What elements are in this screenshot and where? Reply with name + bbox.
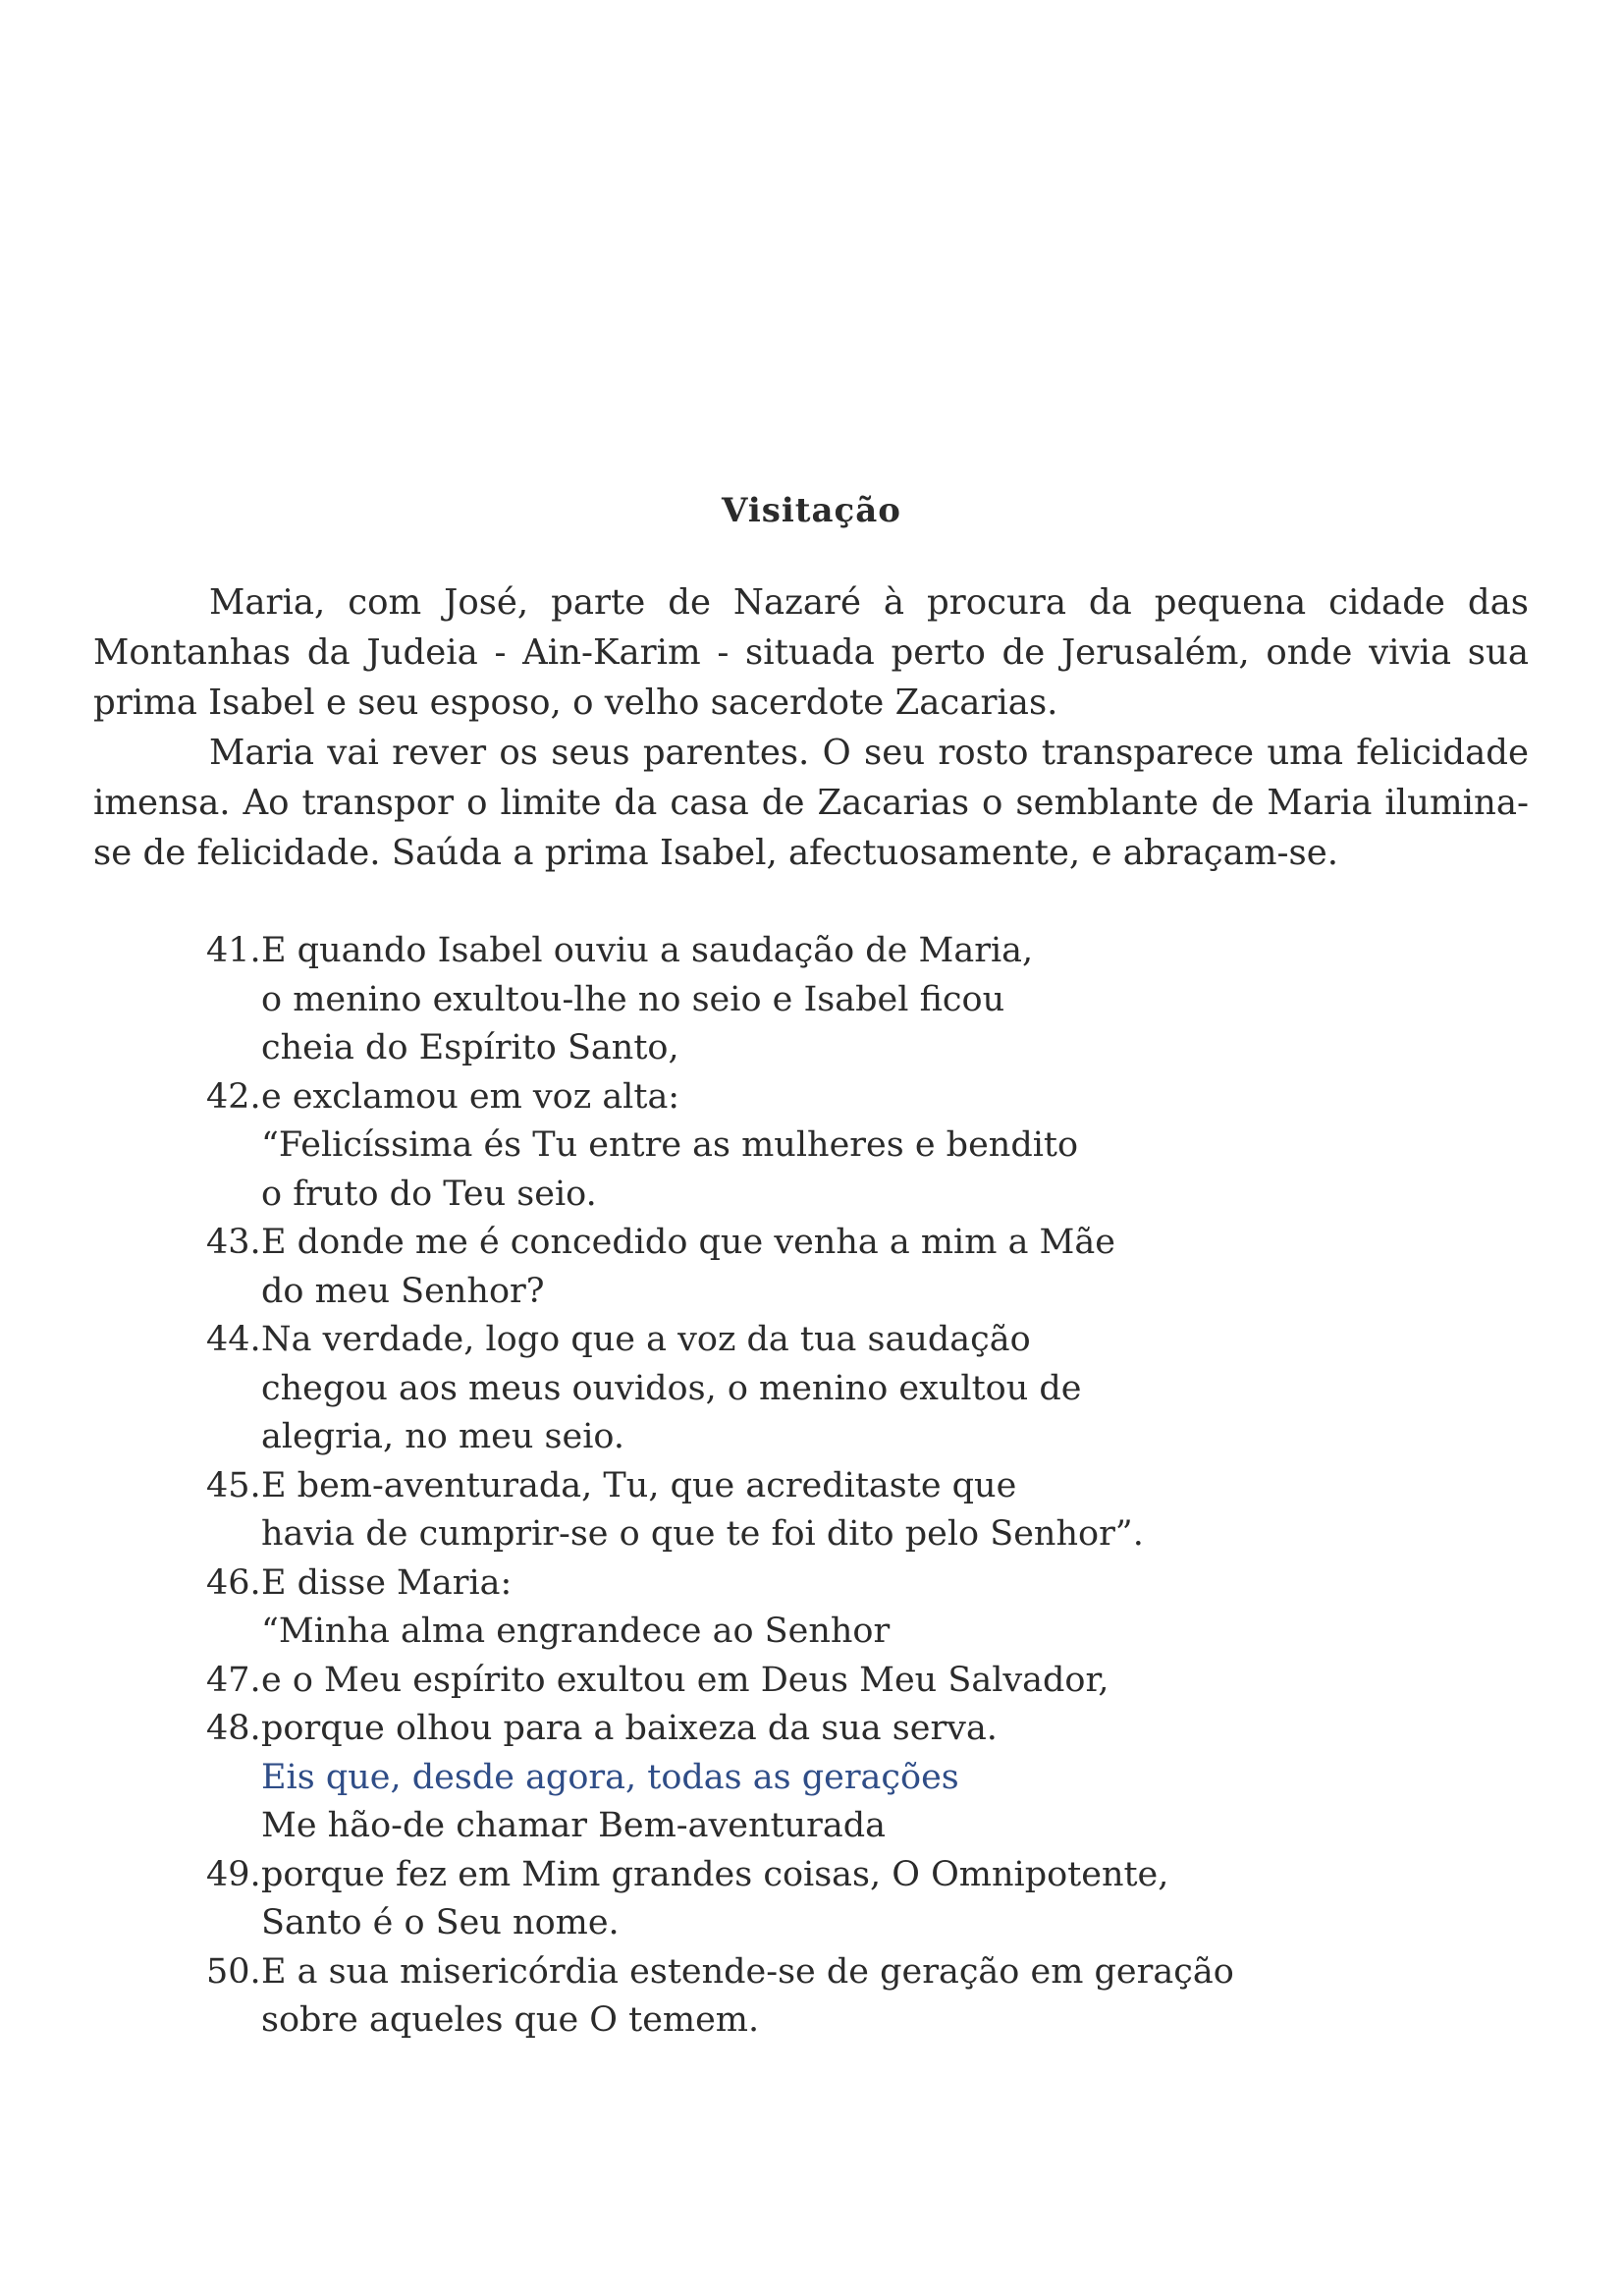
verse-line: cheia do Espírito Santo,: [261, 1028, 679, 1067]
verse-line: Eis que, desde agora, todas as gerações: [261, 1757, 959, 1797]
verse-line: havia de cumprir-se o que te foi dito pelo Senhor”.: [261, 1514, 1144, 1554]
verse-number: 43.: [206, 1223, 261, 1262]
verse-number: 45.: [206, 1465, 261, 1505]
verse-number: 41.: [206, 931, 261, 970]
verse-line: o menino exultou-lhe no seio e Isabel ficou: [261, 979, 1005, 1019]
verse-number: 50.: [206, 1951, 261, 1992]
intro-paragraph: Maria, com José, parte de Nazaré à procura da pequena cidade das Montanhas da Judeia - Ain-Karim - situada perto de Jerusalém, onde vivia sua prima Isabel e seu esposo, o velho sacerdote Zacarias.: [93, 582, 1529, 723]
verse-42: [206, 1073, 1286, 1220]
verse-47: [206, 1657, 1286, 1706]
verse-line: chegou aos meus ouvidos, o menino exultou de: [261, 1368, 1082, 1408]
verse-line: alegria, no meu seio.: [261, 1417, 624, 1456]
verse-46: [206, 1559, 1286, 1657]
page-title: Visitação: [722, 491, 901, 530]
intro-paragraph: Maria vai rever os seus parentes. O seu rosto transparece uma felicidade imensa. Ao transpor o limite da casa de Zacarias o semblante de Maria ilumina-se de felicidade. Saúda a prima Isabel, afectuosamente, e abraçam-se.: [93, 733, 1529, 873]
verse-line: “Minha alma engrandece ao Senhor: [261, 1612, 891, 1651]
verse-line: porque fez em Mim grandes coisas, O Omnipotente,: [261, 1854, 1169, 1894]
verse-line: Na verdade, logo que a voz da tua saudação: [261, 1320, 1031, 1359]
verse-number: 47.: [206, 1660, 261, 1700]
verse-number: 42.: [206, 1076, 261, 1117]
verse-line: E a sua misericórdia estende-se de geração em geração: [261, 1951, 1234, 1992]
verse-number: 44.: [206, 1320, 261, 1359]
verse-line: “Felicíssima és Tu entre as mulheres e bendito: [261, 1125, 1079, 1165]
verse-line: porque olhou para a baixeza da sua serva.: [261, 1709, 998, 1748]
verse-number: 46.: [206, 1562, 261, 1603]
verse-44: [206, 1316, 1286, 1462]
verse-50: [206, 1948, 1286, 2046]
verse-number: 49.: [206, 1854, 261, 1894]
verse-line: E donde me é concedido que venha a mim a Mãe: [261, 1223, 1115, 1262]
verse-line: E quando Isabel ouviu a saudação de Maria,: [261, 931, 1034, 970]
verse-line: o fruto do Teu seio.: [261, 1174, 597, 1214]
verse-number: 48.: [206, 1709, 261, 1748]
verse-line: sobre aqueles que O temem.: [261, 2000, 760, 2040]
verse-43: [206, 1219, 1286, 1316]
verse-line: e exclamou em voz alta:: [261, 1076, 680, 1117]
verse-line: Me hão-de chamar Bem-aventurada: [261, 1806, 886, 1845]
verse-line: Santo é o Seu nome.: [261, 1903, 620, 1942]
verse-41: [206, 927, 1286, 1073]
verse-49: [206, 1851, 1286, 1948]
intro-text: [93, 577, 1529, 878]
verse-48: [206, 1705, 1286, 1851]
verse-list: [206, 927, 1286, 2046]
verse-line: e o Meu espírito exultou em Deus Meu Salvador,: [261, 1660, 1109, 1700]
verse-line: do meu Senhor?: [261, 1271, 545, 1311]
verse-45: [206, 1462, 1286, 1559]
verse-line: E disse Maria:: [261, 1562, 513, 1603]
verse-line: E bem-aventurada, Tu, que acreditaste que: [261, 1465, 1017, 1505]
